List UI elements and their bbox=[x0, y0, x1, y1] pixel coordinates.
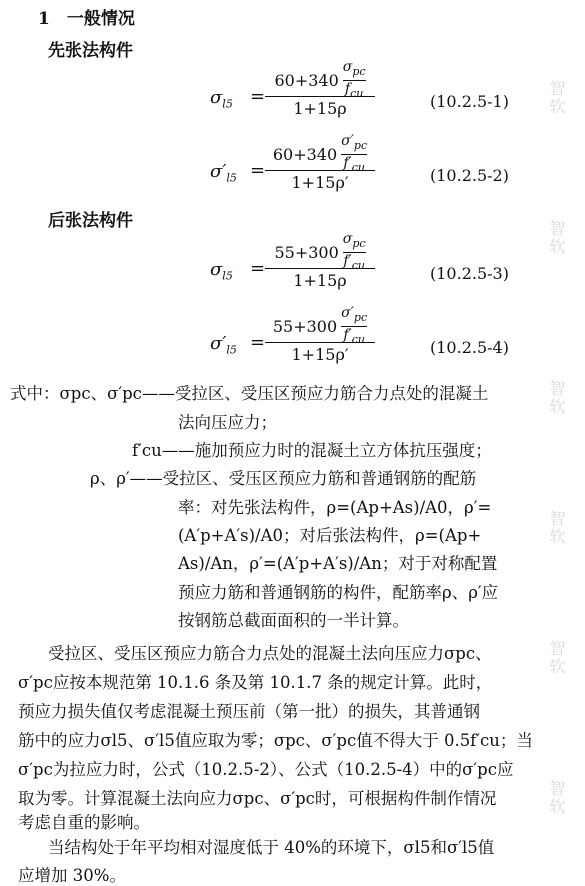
para1-line: σ′pc为拉应力时，公式（10.2.5-2）、公式（10.2.5-4）中的σ′pc应 bbox=[18, 760, 514, 779]
para1-line: 考虑自重的影响。 bbox=[18, 813, 150, 832]
def-line: f′cu——施加预应力时的混凝土立方体抗压强度； bbox=[132, 441, 492, 460]
watermark: 智软 bbox=[547, 80, 566, 116]
def-line: 按钢筋总截面面积的一半计算。 bbox=[178, 611, 409, 630]
para2-line: 应增加 30%。 bbox=[18, 866, 126, 885]
eq1-lhs: $\sigma_{l5}$ bbox=[210, 87, 233, 111]
watermark: 智软 bbox=[547, 220, 566, 256]
para1-line: 取为零。计算混凝土法向应力σpc、σ′pc时，可根据构件制作情况 bbox=[18, 789, 497, 808]
para1-line: σ′pc应按本规范第 10.1.6 条及第 10.1.7 条的规定计算。此时， bbox=[18, 673, 493, 692]
subheading-posttensioned: 后张法构件 bbox=[48, 211, 133, 231]
def-line: 预应力筋和普通钢筋的构件，配筋率ρ、ρ′应 bbox=[178, 583, 499, 602]
def-line: ρ、ρ′——受拉区、受压区预应力筋和普通钢筋的配筋 bbox=[90, 469, 477, 488]
para1-line: 预应力损失值仅考虑混凝土预压前（第一批）的损失，其普通钢 bbox=[18, 702, 480, 721]
eq1-number: (10.2.5-1) bbox=[430, 92, 509, 111]
eq2-number: (10.2.5-2) bbox=[430, 166, 509, 185]
watermark: 智软 bbox=[547, 380, 566, 416]
watermark: 智软 bbox=[547, 780, 566, 816]
para1-line: 筋中的应力σl5、σ′l5值应取为零；σpc、σ′pc值不得大于 0.5f′cu；当 bbox=[18, 731, 533, 750]
def-line: (A′p+A′s)/A0；对后张法构件，ρ=(Ap+ bbox=[178, 526, 482, 545]
watermark: 智软 bbox=[547, 640, 566, 676]
section-title: 1 一般情况 bbox=[38, 9, 135, 29]
equation-10-2-5-2: $\sigma'_{l5}$ = 60+340 $\sigma'_{pc}$ $f'_{cu}$ 1+15ρ′ bbox=[210, 138, 380, 210]
def-line: As)/An，ρ′=(A′p+A′s)/An；对于对称配置 bbox=[178, 554, 498, 573]
eq3-number: (10.2.5-3) bbox=[430, 264, 509, 283]
para2-line: 当结构处于年平均相对湿度低于 40%的环境下，σl5和σ′l5值 bbox=[48, 838, 495, 857]
def-line: 率：对先张法构件，ρ=(Ap+As)/A0，ρ′= bbox=[178, 498, 492, 517]
eq3-lhs: $\sigma_{l5}$ bbox=[210, 259, 233, 283]
equation-10-2-5-1: $\sigma_{l5}$ = 60+340 $\sigma_{pc}$ $f_{cu}$ 1+15ρ bbox=[210, 64, 380, 136]
equation-10-2-5-4: $\sigma'_{l5}$ = 55+300 $\sigma'_{pc}$ $f'_{cu}$ 1+15ρ′ bbox=[210, 310, 380, 382]
def-line: 式中：σpc、σ′pc——受拉区、受压区预应力筋合力点处的混凝土 bbox=[10, 384, 489, 403]
eq4-lhs: $\sigma'_{l5}$ bbox=[210, 333, 237, 357]
def-line: 法向压应力； bbox=[178, 413, 277, 432]
eq4-number: (10.2.5-4) bbox=[430, 338, 509, 357]
watermark: 智软 bbox=[547, 510, 566, 546]
subheading-pretensioned: 先张法构件 bbox=[48, 41, 133, 61]
para1-line: 受拉区、受压区预应力筋合力点处的混凝土法向压应力σpc、 bbox=[48, 644, 492, 663]
equation-10-2-5-3: $\sigma_{l5}$ = 55+300 $\sigma_{pc}$ $f'_{cu}$ 1+15ρ bbox=[210, 236, 380, 308]
eq2-lhs: $\sigma'_{l5}$ bbox=[210, 161, 237, 185]
